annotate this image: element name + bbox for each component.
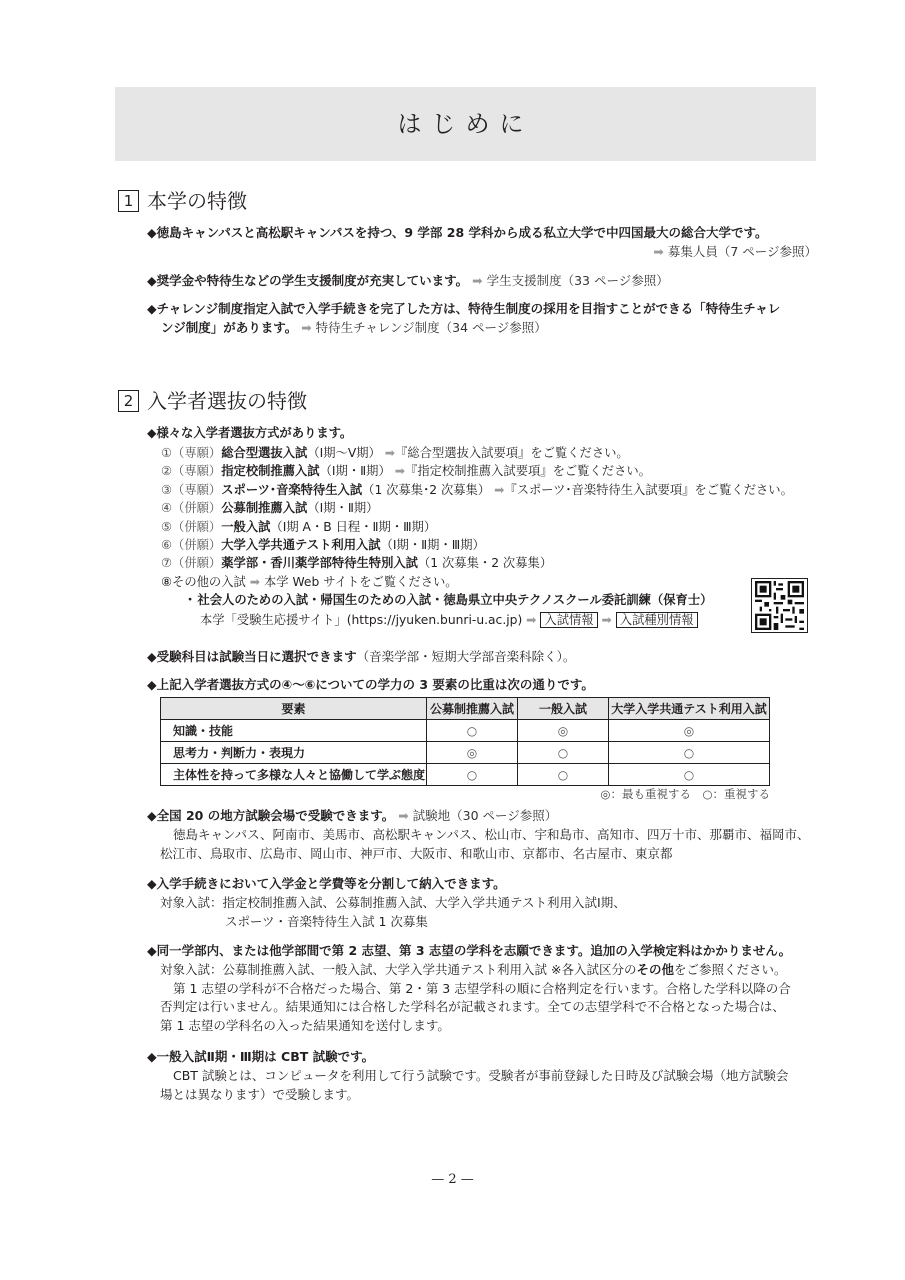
link-exam-info[interactable]: 入試情報 [540, 612, 597, 628]
split-target-line1: 対象入試：指定校制推薦入試、公募制推薦入試、大学入学共通テスト利用入試Ⅰ期、 [160, 894, 626, 910]
arrow-icon: ➡ [526, 613, 537, 628]
arrow-icon: ➡ [384, 446, 396, 460]
cbt-text: ◆一般入試Ⅱ期・Ⅲ期は CBT 試験です。 [147, 1049, 375, 1064]
ref-text: 試験地（30 ページ参照） [412, 808, 558, 823]
method-number: ①（専願） [161, 446, 222, 460]
venues-list-line2: 松江市、鳥取市、広島市、岡山市、神戸市、大阪市、和歌山市、京都市、名古屋市、東京都 [160, 845, 673, 861]
method-ref: 『総合型選抜入試要項』をご覧ください。 [395, 446, 629, 460]
method-item [161, 499, 817, 517]
abilities-table [160, 697, 770, 786]
split-payment [147, 875, 817, 931]
table-cell: ○ [609, 742, 770, 764]
section-1-number: 1 [118, 190, 139, 212]
page-title: はじめに [397, 110, 534, 138]
section-2-title: 入学者選抜の特徴 [147, 389, 307, 413]
table-row [161, 720, 770, 742]
section-2-number: 2 [118, 390, 139, 412]
table-legend: ◎：最も重視する ○：重視する [600, 787, 770, 801]
split-target-line2: スポーツ・音楽特待生入試 1 次募集 [225, 913, 428, 929]
method-item [161, 518, 817, 536]
method-item [161, 462, 817, 480]
venues-text: ◆全国 20 の地方試験会場で受験できます。 [147, 808, 395, 823]
method-number: ⑦（併願） [161, 556, 222, 571]
multi-target-c: をご参照ください。 [673, 961, 787, 977]
subjects-sub: （音楽学部・短期大学部音楽科除く）。 [356, 649, 576, 664]
method-number: ⑥（併願） [161, 537, 222, 552]
multi-body-line2: 否判定は行いません。結果通知には合格した学科名が記載されます。全ての志望学科で不合格となった場合は、 [160, 999, 785, 1015]
col-header: 一般入試 [518, 698, 609, 720]
link-exam-type-info[interactable]: 入試種別情報 [616, 612, 698, 628]
section-1-heading [118, 186, 247, 216]
venues [147, 807, 817, 863]
method-detail: （Ⅰ期・Ⅱ期） [307, 501, 379, 516]
method-detail: （Ⅰ期 A・B 日程・Ⅱ期・Ⅲ期） [270, 519, 437, 534]
feature-challenge-line2 [147, 319, 817, 338]
ref-text: 学生支援制度（33 ページ参照） [486, 272, 669, 288]
split-text: ◆入学手続きにおいて入学金と学費等を分割して納入できます。 [147, 876, 506, 891]
method-list [147, 444, 817, 573]
table-cell: ○ [609, 764, 770, 786]
col-header: 公募制推薦入試 [427, 698, 518, 720]
cbt-body-line2: 場とは異なります）で受験します。 [160, 1086, 360, 1102]
multi-target [147, 961, 817, 980]
multi-target-a: 対象入試：公募制推薦入試、一般入試、大学入学共通テスト利用入試 ※各入試区分の [160, 961, 637, 977]
table-cell: ◎ [427, 742, 518, 764]
method-name: 大学入学共通テスト利用入試 [221, 537, 381, 552]
methods-intro: ◆様々な入学者選抜方式があります。 [147, 426, 353, 440]
multi-text: ◆同一学部内、または他学部間で第 2 志望、第 3 志望の学科を志願できます。追加の入学検定料はかかりません。 [147, 943, 792, 958]
row-label: 知識・技能 [161, 720, 427, 742]
selection-methods [147, 424, 817, 630]
method-name: 総合型選抜入試 [221, 446, 308, 460]
row-label: 主体性を持って多様な人々と協働して学ぶ態度 [161, 764, 427, 786]
subjects-text: ◆受験科目は試験当日に選択できます [147, 649, 357, 664]
arrow-icon: ➡ [601, 613, 612, 628]
table-cell: ○ [518, 764, 609, 786]
table-cell: ○ [518, 742, 609, 764]
table-cell: ◎ [609, 720, 770, 742]
site-text: 本学「受験生応援サイト」(https://jyuken.bunri-u.ac.jp) [200, 613, 523, 628]
method-other [147, 573, 817, 591]
page-number: — 2 — [431, 1172, 474, 1187]
method-number: ③（専願） [161, 482, 222, 497]
table-header-row [161, 698, 770, 720]
table-cell: ◎ [518, 720, 609, 742]
cbt-body-line1: CBT 試験とは、コンピュータを利用して行う試験です。受験者が事前登録した日時及び試験会場（地方試験会 [173, 1067, 789, 1083]
method-ref: 『指定校制推薦入試要項』をご覧ください。 [405, 464, 651, 479]
method-other-label: ⑧その他の入試 [161, 574, 246, 589]
ratio-intro: ◆上記入学者選抜方式の④〜⑥についての学力の 3 要素の比重は次の通りです。 [147, 677, 594, 692]
subjects-note [147, 648, 817, 667]
arrow-icon: ➡ [398, 808, 409, 823]
method-name: スポーツ･音楽特待生入試 [221, 482, 363, 497]
arrow-icon: ➡ [653, 243, 664, 259]
title-banner [115, 87, 816, 161]
table-cell: ○ [427, 764, 518, 786]
multi-body-line1: 第 1 志望の学科が不合格だった場合、第 2・第 3 志望学科の順に合格判定を行います。合格した学科以降の合 [173, 980, 791, 996]
qr-code-icon [754, 581, 805, 630]
feature-challenge-text: ンジ制度」があります。 [161, 320, 298, 335]
venues-list-line1: 徳島キャンパス、阿南市、美馬市、高松駅キャンパス、松山市、宇和島市、高知市、四万十市、那覇市、福岡市、 [173, 826, 810, 842]
method-other-ref: 本学 Web サイトをご覧ください。 [263, 574, 458, 589]
method-number: ④（併願） [161, 501, 222, 516]
arrow-icon: ➡ [249, 574, 261, 589]
feature-scholarship [147, 272, 817, 291]
method-detail: （Ⅰ期・Ⅱ期・Ⅲ期） [380, 537, 485, 552]
method-item [161, 536, 817, 554]
method-number: ②（専願） [161, 464, 222, 479]
site-link-line [147, 611, 817, 629]
arrow-icon: ➡ [301, 320, 312, 335]
section-1-body [147, 224, 817, 338]
feature-scholarship-text: ◆奨学金や特待生などの学生支援制度が充実しています。 [147, 272, 469, 288]
method-name: 薬学部・香川薬学部特待生特別入試 [221, 556, 418, 571]
arrow-icon: ➡ [494, 482, 505, 497]
method-name: 指定校制推薦入試 [221, 464, 320, 479]
multiple-choice [147, 942, 817, 1036]
section-2-heading [118, 386, 307, 416]
row-label: 思考力・判断力・表現力 [161, 742, 427, 764]
feature-campus-ref [147, 243, 817, 262]
ref-text: 募集人員（7 ページ参照） [667, 243, 817, 259]
section-1-title: 本学の特徴 [147, 189, 247, 213]
method-detail: （Ⅰ期・Ⅱ期） [319, 464, 391, 479]
feature-campus: ◆徳島キャンパスと高松駅キャンパスを持つ、9 学部 28 学科から成る私立大学で中四国最大の総合大学です。 [147, 225, 768, 240]
method-detail: （1 次募集・2 次募集） [417, 556, 553, 571]
method-detail: （Ⅰ期〜Ⅴ期） [307, 446, 381, 460]
col-header: 要素 [161, 698, 427, 720]
ref-text: 特待生チャレンジ制度（34 ページ参照） [315, 320, 547, 335]
table-row [161, 742, 770, 764]
arrow-icon: ➡ [472, 272, 483, 288]
col-header: 大学入学共通テスト利用入試 [609, 698, 770, 720]
table-cell: ○ [427, 720, 518, 742]
cbt-exam [147, 1048, 817, 1104]
feature-challenge-line1: ◆チャレンジ制度指定入試で入学手続きを完了した方は、特待生制度の採用を目指すことができる「特待生チャレ [147, 301, 781, 317]
method-name: 一般入試 [221, 519, 271, 534]
multi-target-b: その他 [636, 961, 674, 977]
method-ref: 『スポーツ･音楽特待生入試要項』をご覧ください。 [504, 482, 793, 497]
qr-code[interactable] [751, 578, 808, 633]
method-detail: （1 次募集･2 次募集） [362, 482, 491, 497]
method-name: 公募制推薦入試 [221, 501, 308, 516]
other-exams-list: ･ 社会人のための入試・帰国生のための入試・徳島県立中央テクノスクール委託訓練（保育士） [187, 593, 713, 608]
table-row [161, 764, 770, 786]
method-item [161, 481, 817, 499]
method-number: ⑤（併願） [161, 519, 222, 534]
arrow-icon: ➡ [394, 464, 406, 479]
method-item [161, 554, 817, 572]
multi-body-line3: 第 1 志望の学科名の入った結果通知を送付します。 [160, 1018, 450, 1033]
method-item [161, 444, 817, 462]
